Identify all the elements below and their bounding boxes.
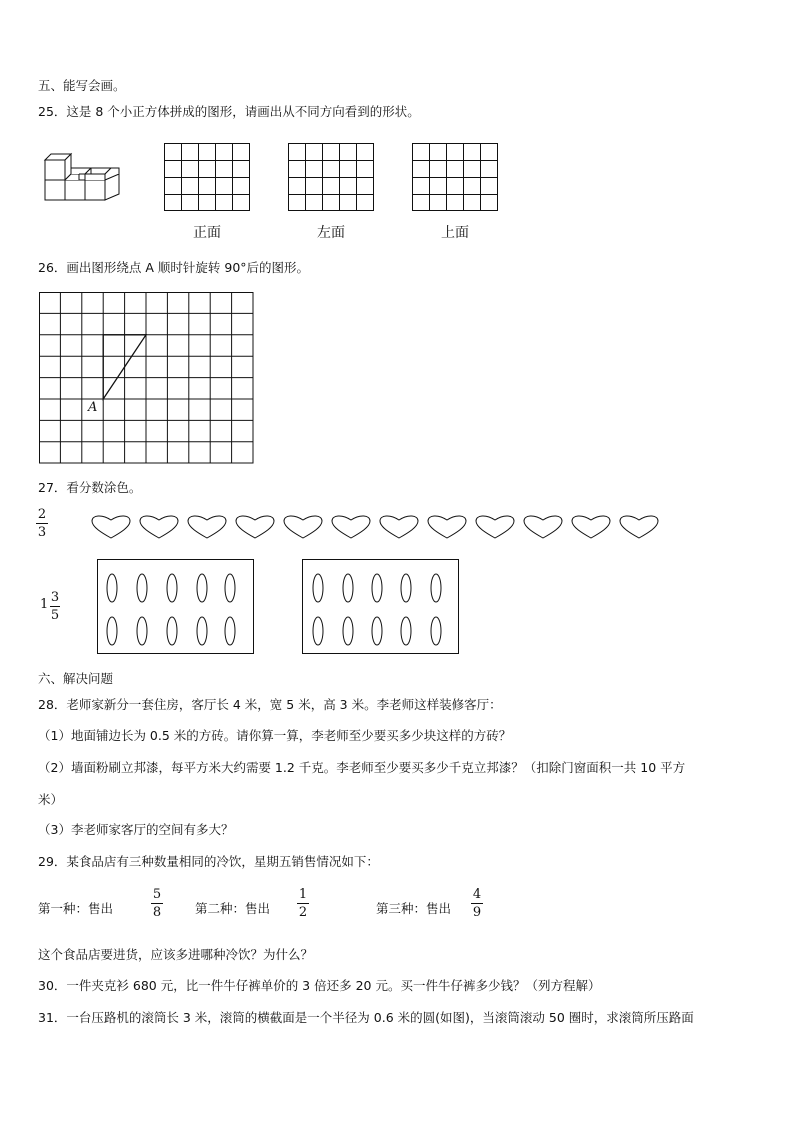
fraction-2-3: 2 3 — [37, 507, 47, 540]
top-view-grid[interactable] — [412, 143, 498, 211]
oval-box-2[interactable] — [302, 559, 460, 655]
oval-box-1[interactable] — [97, 559, 255, 655]
q30-text: 30．一件夹克衫 680 元，比一件牛仔裤单价的 3 倍还多 20 元。买一件牛仔裤多少钱？（列方程解） — [38, 978, 601, 993]
q29-fraction-2: 1 2 — [298, 887, 308, 920]
q28-part2: （2）墙面粉刷立邦漆，每平方米大约需要 1.2 千克。李老师至少要买多少千克立邦漆？（扣除门窗面积一共 10 平方 — [38, 760, 686, 775]
front-view-grid[interactable] — [164, 143, 250, 211]
section6-title: 六、解决问题 — [38, 671, 114, 686]
rotation-grid[interactable] — [39, 292, 254, 464]
section5-title: 五、能写会画。 — [38, 78, 126, 93]
mixed-fraction-whole: 1 — [40, 597, 49, 612]
q29-item1-label: 第一种：售出 — [38, 901, 114, 916]
q29-item2-label: 第二种：售出 — [195, 901, 271, 916]
top-view-label: 上面 — [441, 225, 469, 241]
q29-text: 29．某食品店有三种数量相同的冷饮，星期五销售情况如下： — [38, 854, 379, 869]
q28-part1: （1）地面铺边长为 0.5 米的方砖。请你算一算，李老师至少要买多少块这样的方砖？ — [38, 728, 512, 743]
front-view-label: 正面 — [193, 225, 221, 241]
q29-fraction-1: 5 8 — [152, 887, 162, 920]
left-view-grid[interactable] — [288, 143, 374, 211]
point-a-label: A — [88, 400, 98, 415]
q27-text: 27．看分数涂色。 — [38, 480, 142, 495]
cube-figure — [43, 148, 123, 206]
q28-part2-cont: 米） — [38, 792, 64, 807]
fraction-3-5: 3 5 — [50, 590, 60, 623]
q29-question: 这个食品店要进货，应该多进哪种冷饮？为什么？ — [38, 947, 314, 962]
q28-part3: （3）李老师家客厅的空间有多大？ — [38, 822, 234, 837]
q29-fraction-3: 4 9 — [472, 887, 482, 920]
q25-text: 25．这是 8 个小正方体拼成的图形，请画出从不同方向看到的形状。 — [38, 104, 420, 119]
q31-text: 31．一台压路机的滚筒长 3 米，滚筒的横截面是一个半径为 0.6 米的圆(如图)，当滚筒滚动 50 圈时，求滚筒所压路面 — [38, 1010, 694, 1025]
hearts-row[interactable] — [90, 514, 660, 540]
q26-text: 26．画出图形绕点 A 顺时针旋转 90°后的图形。 — [38, 260, 310, 275]
q28-text: 28．老师家新分一套住房，客厅长 4 米，宽 5 米，高 3 米。李老师这样装修客厅： — [38, 697, 502, 712]
q29-item3-label: 第三种：售出 — [376, 901, 452, 916]
left-view-label: 左面 — [317, 225, 345, 241]
